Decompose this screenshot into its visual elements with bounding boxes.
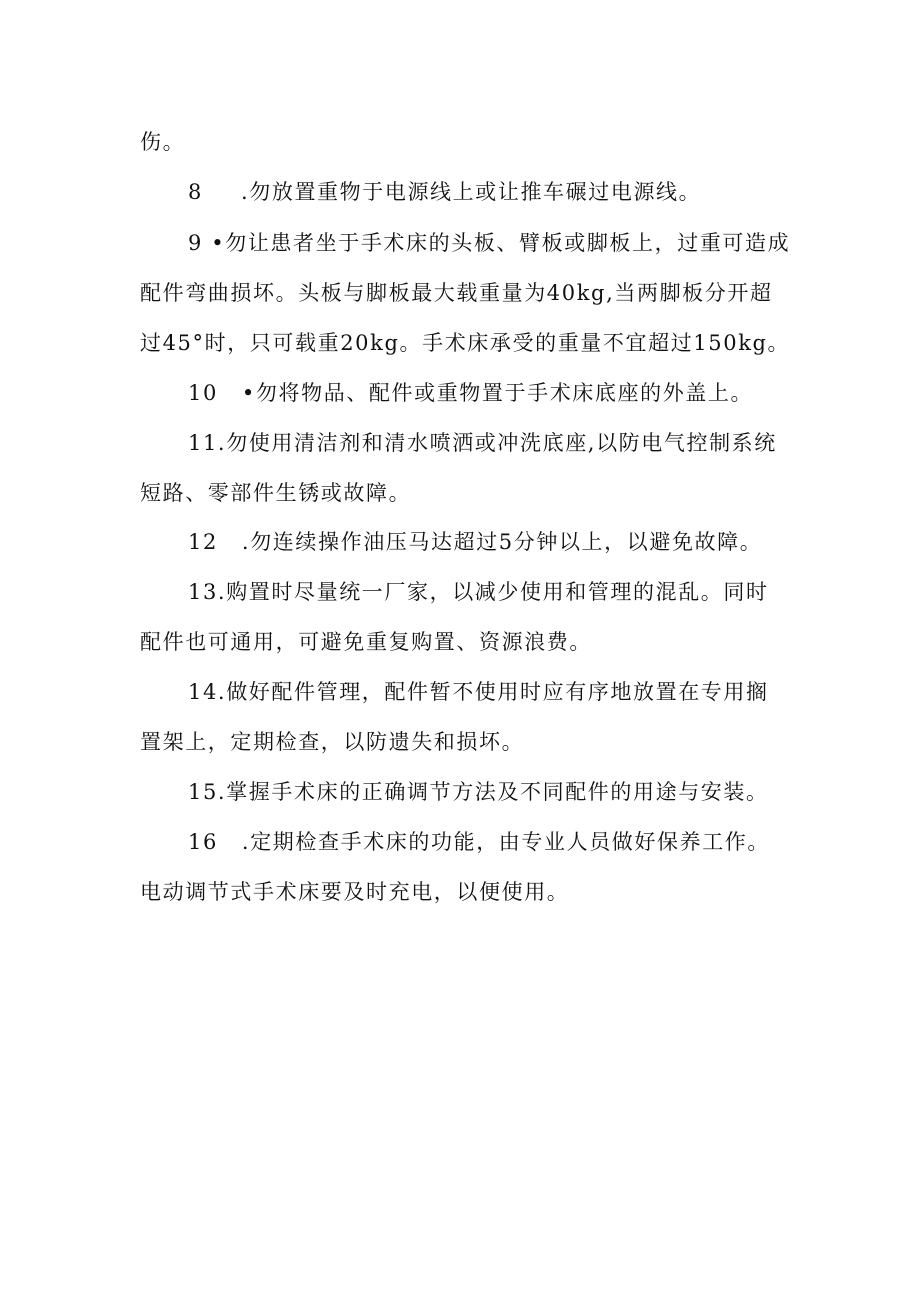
line-text: 14.做好配件管理，配件暂不使用时应有序地放置在专用搁 <box>188 680 769 704</box>
line-text: 伤。 <box>140 130 186 154</box>
item-number: 8 <box>188 180 203 204</box>
item-number: 12 <box>188 530 218 554</box>
text-line <box>140 627 820 657</box>
line-text: •勿将物品、配件或重物置于手术床底座的外盖上。 <box>241 381 754 405</box>
line-text: 过45°时，只可载重20kg。手术床承受的重量不宜超过150kg。 <box>140 331 791 355</box>
list-item-14 <box>188 677 820 707</box>
line-text: .勿放置重物于电源线上或让推车碾过电源线。 <box>240 180 702 204</box>
line-text: •勿让患者坐于手术床的头板、臂板或脚板上，过重可造成 <box>211 231 791 255</box>
list-item-11 <box>188 428 820 458</box>
text-line <box>140 727 820 757</box>
text-line <box>140 127 820 157</box>
line-text: 13.购置时尽量统一厂家，以减少使用和管理的混乱。同时 <box>188 580 769 604</box>
line-text: 电动调节式手术床要及时充电，以便使用。 <box>140 880 570 904</box>
item-number: 10 <box>188 381 218 405</box>
text-line <box>140 877 820 907</box>
text-line <box>140 278 820 308</box>
line-text: .定期检查手术床的功能，由专业人员做好保养工作。 <box>241 830 770 854</box>
list-item-10 <box>188 378 820 408</box>
text-line <box>140 478 820 508</box>
line-text: 11.勿使用清洁剂和清水喷洒或冲洗底座,以防电气控制系统 <box>188 431 777 455</box>
list-item-16 <box>188 827 820 857</box>
line-text: 短路、零部件生锈或故障。 <box>140 481 412 505</box>
line-text: 配件弯曲损坏。头板与脚板最大载重量为40kg,当两脚板分开超 <box>140 281 773 305</box>
list-item-9 <box>188 228 820 258</box>
line-text: 15.掌握手术床的正确调节方法及不同配件的用途与安装。 <box>188 780 769 804</box>
list-item-13 <box>188 577 820 607</box>
text-line <box>140 328 820 358</box>
line-text: .勿连续操作油压马达超过5分钟以上，以避免故障。 <box>241 530 763 554</box>
list-item-15 <box>188 777 820 807</box>
list-item-8 <box>188 177 820 207</box>
list-item-12 <box>188 527 820 557</box>
line-text: 配件也可通用，可避免重复购置、资源浪费。 <box>140 630 592 654</box>
item-number: 16 <box>188 830 218 854</box>
item-number: 9 <box>188 231 203 255</box>
line-text: 置架上，定期检查，以防遗失和损坏。 <box>140 730 525 754</box>
